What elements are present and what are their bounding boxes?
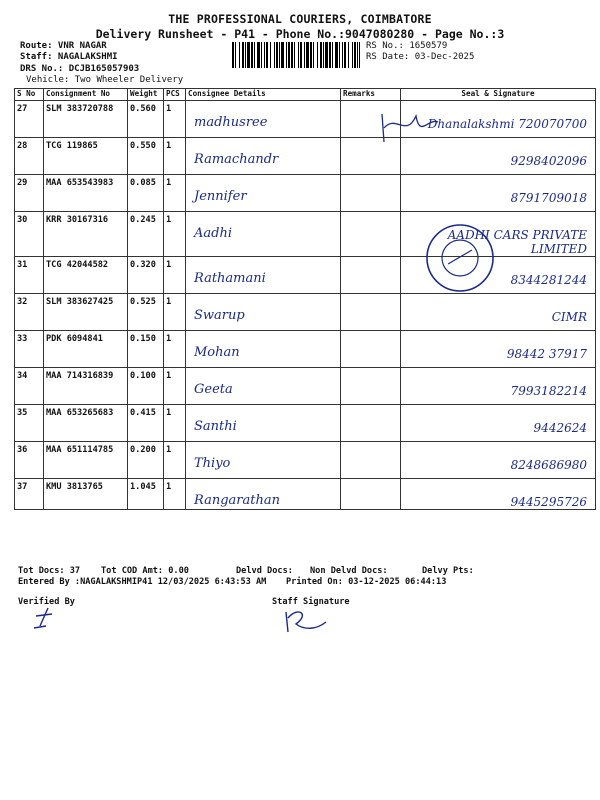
cell-weight	[128, 175, 164, 212]
cell-sno-text: 33	[17, 334, 28, 344]
col-header-remarks: Remarks	[341, 89, 401, 101]
barcode-bar	[276, 42, 278, 68]
seal-handwriting: 98442 37917	[506, 347, 587, 361]
seal-handwriting: 7993182214	[510, 384, 587, 398]
cell-weight	[128, 257, 164, 294]
total-cod: Tot COD Amt: 0.00	[101, 566, 189, 576]
barcode-bar	[300, 42, 302, 68]
consignee-handwriting: Ramachandr	[194, 152, 279, 167]
barcode-bar	[281, 42, 284, 68]
barcode-bar	[264, 42, 265, 68]
cell-weight-text: 0.085	[130, 178, 156, 188]
table-row	[15, 405, 596, 442]
cell-consignment-no	[44, 479, 128, 510]
cell-weight	[128, 212, 164, 257]
cell-pcs	[164, 294, 186, 331]
barcode-bar	[239, 42, 240, 68]
cell-seal-signature	[401, 331, 596, 368]
col-header-consignee: Consignee Details	[186, 89, 341, 101]
cell-pcs	[164, 405, 186, 442]
cell-weight-text: 0.320	[130, 260, 156, 270]
cell-sno-text: 30	[17, 215, 28, 225]
cell-consignee	[186, 294, 341, 331]
cell-pcs	[164, 257, 186, 294]
cell-weight-text: 0.245	[130, 215, 156, 225]
company-seal	[420, 220, 502, 298]
col-header-pcs: PCS	[164, 89, 186, 101]
cell-consignment-no	[44, 212, 128, 257]
cell-consignee	[186, 479, 341, 510]
cell-consignment-no	[44, 405, 128, 442]
barcode-bar	[335, 42, 338, 68]
barcode-bar	[261, 42, 262, 68]
cell-consignment-no	[44, 368, 128, 405]
entered-by: Entered By :NAGALAKSHMIP41 12/03/2025 6:43:53 AM	[18, 577, 267, 587]
seal-handwriting: 8248686980	[510, 458, 587, 472]
cell-consignee	[186, 101, 341, 138]
barcode-bar	[242, 42, 244, 68]
cell-consignment-no-text: TCG 119865	[46, 141, 98, 151]
cell-remarks	[341, 479, 401, 510]
table-header-row	[15, 89, 596, 101]
cell-sno-text: 36	[17, 445, 28, 455]
seal-handwriting: AADHI CARS PRIVATE LIMITED	[447, 228, 587, 256]
consignee-handwriting: Jennifer	[194, 189, 247, 204]
cell-consignment-no-text: MAA 653265683	[46, 408, 114, 418]
barcode-bar	[310, 42, 312, 68]
barcode-bar	[245, 42, 246, 68]
cell-sno	[15, 405, 44, 442]
cell-consignment-no	[44, 442, 128, 479]
seal-handwriting: 8344281244	[510, 273, 587, 287]
cell-consignee	[186, 368, 341, 405]
company-title: THE PROFESSIONAL COURIERS, COIMBATORE	[168, 12, 432, 26]
table-row	[15, 101, 596, 138]
barcode-bar	[251, 42, 253, 68]
barcode-image	[232, 42, 360, 68]
cell-seal-signature	[401, 175, 596, 212]
rs-number: RS No.: 1650579	[366, 41, 448, 51]
barcode-bar	[294, 42, 295, 68]
barcode-bar	[317, 42, 318, 68]
barcode-bar	[266, 42, 268, 68]
cell-weight	[128, 479, 164, 510]
barcode-bar	[257, 42, 260, 68]
runsheet-table	[14, 88, 596, 510]
total-docs: Tot Docs: 37	[18, 566, 81, 576]
cell-weight-text: 1.045	[130, 482, 156, 492]
barcode-bar	[298, 42, 299, 68]
cell-consignment-no	[44, 101, 128, 138]
consignee-handwriting: madhusree	[194, 115, 268, 130]
cell-consignment-no	[44, 331, 128, 368]
cell-pcs-text: 1	[166, 178, 172, 188]
cell-pcs	[164, 368, 186, 405]
barcode-bar	[274, 42, 275, 68]
cell-pcs-text: 1	[166, 215, 172, 225]
cell-consignee	[186, 212, 341, 257]
barcode-bar	[332, 42, 333, 68]
cell-pcs	[164, 101, 186, 138]
cell-pcs-text: 1	[166, 408, 172, 418]
cell-pcs-text: 1	[166, 371, 172, 381]
cell-sno	[15, 212, 44, 257]
cell-weight	[128, 442, 164, 479]
cell-sno	[15, 257, 44, 294]
barcode-bar	[323, 42, 324, 68]
barcode-bar	[232, 42, 234, 68]
cell-pcs	[164, 138, 186, 175]
cell-consignment-no	[44, 175, 128, 212]
barcode-bar	[304, 42, 305, 68]
cell-pcs	[164, 331, 186, 368]
cell-pcs	[164, 442, 186, 479]
cell-weight	[128, 368, 164, 405]
cell-sno	[15, 368, 44, 405]
table-row	[15, 368, 596, 405]
staff-signature-label: Staff Signature	[272, 597, 350, 607]
cell-remarks	[341, 294, 401, 331]
cell-pcs	[164, 479, 186, 510]
cell-sno	[15, 331, 44, 368]
barcode-bar	[357, 42, 358, 68]
cell-sno-text: 37	[17, 482, 28, 492]
verified-by-label: Verified By	[18, 597, 75, 607]
verifier-signature	[30, 604, 60, 630]
table-row	[15, 212, 596, 257]
cell-consignee	[186, 257, 341, 294]
barcode-bar	[325, 42, 328, 68]
cell-weight	[128, 101, 164, 138]
cell-consignment-no-text: MAA 653543983	[46, 178, 114, 188]
table-row	[15, 294, 596, 331]
barcode-bar	[354, 42, 356, 68]
cell-pcs-text: 1	[166, 334, 172, 344]
table-row	[15, 442, 596, 479]
route-label: Route: VNR NAGAR	[20, 41, 107, 51]
cell-consignee	[186, 138, 341, 175]
table-row	[15, 479, 596, 510]
seal-handwriting: 9445295726	[510, 495, 587, 509]
cell-weight	[128, 138, 164, 175]
barcode-bar	[288, 42, 290, 68]
cell-pcs-text: 1	[166, 297, 172, 307]
staff-label: Staff: NAGALAKSHMI	[20, 52, 118, 62]
barcode-bar	[313, 42, 314, 68]
consignee-handwriting: Thiyo	[194, 456, 231, 471]
cell-consignment-no-text: SLM 383720788	[46, 104, 114, 114]
cell-remarks	[341, 175, 401, 212]
scribble-signature-1	[376, 108, 442, 148]
cell-consignment-no-text: MAA 714316839	[46, 371, 114, 381]
cell-seal-signature	[401, 442, 596, 479]
cell-weight	[128, 294, 164, 331]
cell-sno-text: 31	[17, 260, 28, 270]
cell-pcs-text: 1	[166, 141, 172, 151]
cell-sno	[15, 101, 44, 138]
seal-handwriting: CIMR	[551, 310, 587, 324]
barcode-bar	[359, 42, 360, 68]
cell-seal-signature	[401, 405, 596, 442]
table-row	[15, 175, 596, 212]
cell-remarks	[341, 442, 401, 479]
cell-sno	[15, 442, 44, 479]
drs-label: DRS No.: DCJB165057903	[20, 64, 140, 74]
cell-seal-signature	[401, 368, 596, 405]
col-header-sno: S No	[15, 89, 44, 101]
barcode-bar	[279, 42, 280, 68]
barcode-bar	[344, 42, 346, 68]
vehicle-label: Vehicle: Two Wheeler Delivery	[26, 75, 184, 85]
cell-consignee	[186, 405, 341, 442]
delivered-docs: Delvd Docs:	[236, 566, 293, 576]
barcode-bar	[270, 42, 271, 68]
runsheet-subtitle: Delivery Runsheet - P41 - Phone No.:9047080280 - Page No.:3	[95, 27, 505, 41]
barcode-bar	[235, 42, 236, 68]
cell-pcs	[164, 175, 186, 212]
consignee-handwriting: Rangarathan	[194, 493, 280, 508]
cell-weight	[128, 331, 164, 368]
table-row	[15, 138, 596, 175]
cell-sno	[15, 479, 44, 510]
cell-sno-text: 28	[17, 141, 28, 151]
seal-handwriting: 9298402096	[510, 154, 587, 168]
cell-remarks	[341, 331, 401, 368]
barcode-bar	[320, 42, 322, 68]
cell-sno	[15, 294, 44, 331]
cell-weight-text: 0.560	[130, 104, 156, 114]
cell-weight-text: 0.150	[130, 334, 156, 344]
barcode-bar	[352, 42, 353, 68]
delivery-points: Delvy Pts:	[422, 566, 474, 576]
cell-consignment-no-text: TCG 42044582	[46, 260, 109, 270]
barcode-bar	[254, 42, 255, 68]
cell-sno-text: 29	[17, 178, 28, 188]
cell-weight-text: 0.415	[130, 408, 156, 418]
table-row	[15, 331, 596, 368]
cell-remarks	[341, 368, 401, 405]
cell-consignment-no-text: KMU 3813765	[46, 482, 103, 492]
cell-consignment-no-text: KRR 30167316	[46, 215, 109, 225]
barcode-bar	[247, 42, 250, 68]
col-header-consignment: Consignment No	[44, 89, 128, 101]
cell-sno-text: 34	[17, 371, 28, 381]
consignee-handwriting: Mohan	[194, 345, 240, 360]
cell-consignment-no-text: PDK 6094841	[46, 334, 103, 344]
cell-remarks	[341, 405, 401, 442]
cell-pcs-text: 1	[166, 482, 172, 492]
consignee-handwriting: Swarup	[194, 308, 245, 323]
cell-sno-text: 32	[17, 297, 28, 307]
cell-sno	[15, 175, 44, 212]
barcode-bar	[286, 42, 287, 68]
seal-handwriting: 9442624	[533, 421, 587, 435]
cell-weight-text: 0.550	[130, 141, 156, 151]
cell-remarks	[341, 257, 401, 294]
consignee-handwriting: Aadhi	[194, 226, 232, 241]
cell-weight-text: 0.100	[130, 371, 156, 381]
cell-consignment-no-text: MAA 651114785	[46, 445, 114, 455]
cell-consignment-no	[44, 138, 128, 175]
cell-consignee	[186, 442, 341, 479]
cell-consignment-no-text: SLM 383627425	[46, 297, 114, 307]
cell-consignee	[186, 331, 341, 368]
cell-pcs-text: 1	[166, 445, 172, 455]
cell-pcs	[164, 212, 186, 257]
rs-date: RS Date: 03-Dec-2025	[366, 52, 475, 62]
consignee-handwriting: Santhi	[194, 419, 237, 434]
barcode-bar	[329, 42, 331, 68]
table-row	[15, 257, 596, 294]
barcode-bar	[291, 42, 293, 68]
seal-handwriting: Dhanalakshmi 720070700	[427, 117, 587, 131]
consignee-handwriting: Rathamani	[194, 271, 266, 286]
cell-pcs-text: 1	[166, 104, 172, 114]
cell-weight-text: 0.525	[130, 297, 156, 307]
cell-consignment-no	[44, 257, 128, 294]
cell-consignee	[186, 175, 341, 212]
col-header-seal: Seal & Signature	[401, 89, 596, 101]
barcode-bar	[348, 42, 349, 68]
seal-handwriting: 8791709018	[510, 191, 587, 205]
printed-on: Printed On: 03-12-2025 06:44:13	[286, 577, 447, 587]
barcode-bar	[306, 42, 309, 68]
barcode-bar	[342, 42, 343, 68]
cell-sno	[15, 138, 44, 175]
cell-remarks	[341, 212, 401, 257]
col-header-weight: Weight	[128, 89, 164, 101]
cell-seal-signature	[401, 479, 596, 510]
cell-weight-text: 0.200	[130, 445, 156, 455]
cell-consignment-no	[44, 294, 128, 331]
cell-sno-text: 27	[17, 104, 28, 114]
cell-sno-text: 35	[17, 408, 28, 418]
staff-signature	[282, 604, 332, 636]
cell-pcs-text: 1	[166, 260, 172, 270]
non-delivered-docs: Non Delvd Docs:	[310, 566, 388, 576]
cell-seal-signature	[401, 294, 596, 331]
consignee-handwriting: Geeta	[194, 382, 233, 397]
barcode-bar	[339, 42, 340, 68]
cell-weight	[128, 405, 164, 442]
